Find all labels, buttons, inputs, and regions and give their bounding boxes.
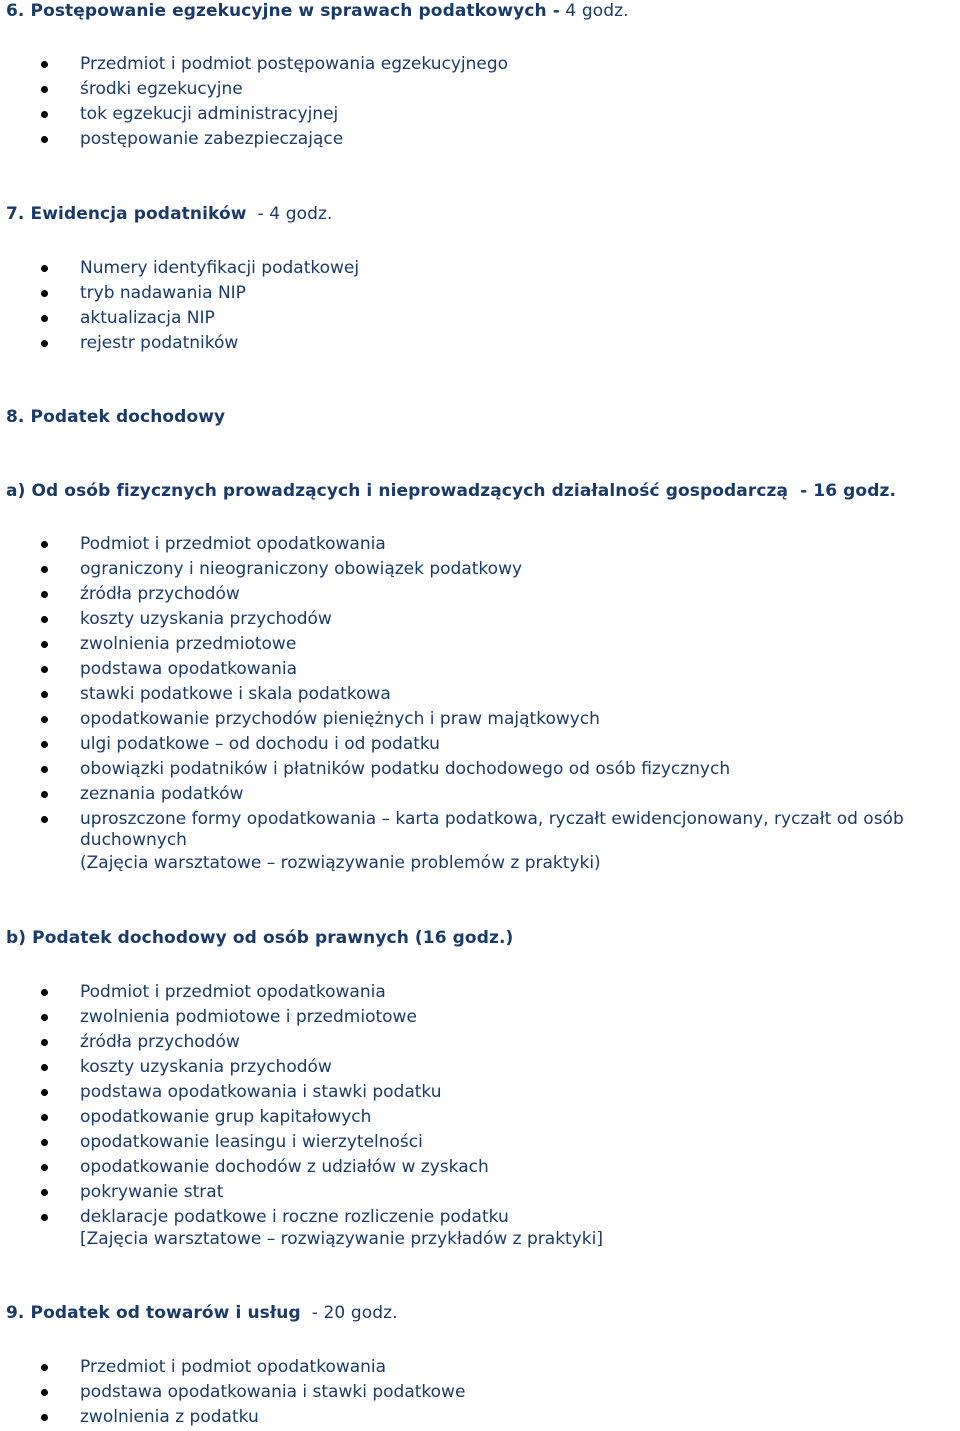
list-item xyxy=(0,1105,960,1130)
section-8a-note: (Zajęcia warsztatowe – rozwiązywanie problemów z praktyki) xyxy=(80,853,601,873)
section-7-title: 7. Ewidencja podatników xyxy=(6,204,247,224)
list-item-text: Numery identyfikacji podatkowej xyxy=(80,258,360,278)
section-9-title: 9. Podatek od towarów i usług xyxy=(6,1303,301,1323)
list-item-text: deklaracje podatkowe i roczne rozliczenie podatku xyxy=(80,1207,509,1227)
list-item xyxy=(0,682,960,707)
list-item xyxy=(0,52,960,77)
list-item-text: stawki podatkowe i skala podatkowa xyxy=(80,684,391,704)
list-item-text: opodatkowanie dochodów z udziałów w zyskach xyxy=(80,1157,489,1177)
bullet-icon xyxy=(41,1189,48,1196)
list-item xyxy=(0,557,960,582)
bullet-icon xyxy=(41,1089,48,1096)
list-item xyxy=(0,1380,960,1405)
list-item xyxy=(0,1355,960,1380)
list-item-text: zwolnienia podmiotowe i przedmiotowe xyxy=(80,1007,417,1027)
list-item xyxy=(0,1155,960,1180)
list-item xyxy=(0,532,960,557)
list-item-text: podstawa opodatkowania xyxy=(80,659,297,679)
section-8b-list xyxy=(0,980,960,1230)
section-6-title: 6. Postępowanie egzekucyjne w sprawach podatkowych - xyxy=(6,1,560,21)
list-item-text: opodatkowanie grup kapitałowych xyxy=(80,1107,372,1127)
section-8b-note: [Zajęcia warsztatowe – rozwiązywanie przykładów z praktyki] xyxy=(80,1229,603,1249)
bullet-icon xyxy=(41,1364,48,1371)
list-item-text: zeznania podatków xyxy=(80,784,244,804)
section-7-list xyxy=(0,256,960,356)
bullet-icon xyxy=(41,1214,48,1221)
list-item xyxy=(0,632,960,657)
list-item xyxy=(0,1405,960,1430)
list-item xyxy=(0,1030,960,1055)
bullet-icon xyxy=(41,265,48,272)
list-item-text: opodatkowanie przychodów pieniężnych i praw majątkowych xyxy=(80,709,600,729)
list-item-text: źródła przychodów xyxy=(80,1032,240,1052)
list-item xyxy=(0,331,960,356)
section-8b-heading xyxy=(6,927,513,949)
section-7-hours: - 4 godz. xyxy=(246,204,333,224)
list-item xyxy=(0,1205,960,1230)
bullet-icon xyxy=(41,1164,48,1171)
bullet-icon xyxy=(41,1064,48,1071)
bullet-icon xyxy=(41,616,48,623)
list-item xyxy=(0,102,960,127)
bullet-icon xyxy=(41,716,48,723)
bullet-icon xyxy=(41,541,48,548)
bullet-icon xyxy=(41,591,48,598)
section-7-heading xyxy=(6,203,333,225)
list-item-text: podstawa opodatkowania i stawki podatkowe xyxy=(80,1382,466,1402)
bullet-icon xyxy=(41,86,48,93)
bullet-icon xyxy=(41,816,48,823)
bullet-icon xyxy=(41,1139,48,1146)
list-item-text: tok egzekucji administracyjnej xyxy=(80,104,339,124)
section-6-heading xyxy=(6,0,629,22)
list-item xyxy=(0,782,960,807)
list-item-text: Podmiot i przedmiot opodatkowania xyxy=(80,534,386,554)
list-item-text: Przedmiot i podmiot opodatkowania xyxy=(80,1357,387,1377)
section-8-title: 8. Podatek dochodowy xyxy=(6,407,226,427)
list-item-text: zwolnienia przedmiotowe xyxy=(80,634,297,654)
list-item xyxy=(0,77,960,102)
bullet-icon xyxy=(41,1039,48,1046)
list-item-text: obowiązki podatników i płatników podatku dochodowego od osób fizycznych xyxy=(80,759,731,779)
section-9-hours: - 20 godz. xyxy=(300,1303,398,1323)
list-item-text: opodatkowanie leasingu i wierzytelności xyxy=(80,1132,423,1152)
list-item-text: koszty uzyskania przychodów xyxy=(80,609,332,629)
list-item-text: podstawa opodatkowania i stawki podatku xyxy=(80,1082,442,1102)
bullet-icon xyxy=(41,666,48,673)
bullet-icon xyxy=(41,766,48,773)
list-item xyxy=(0,281,960,306)
bullet-icon xyxy=(41,111,48,118)
list-item xyxy=(0,306,960,331)
list-item xyxy=(0,1055,960,1080)
list-item-text: zwolnienia z podatku xyxy=(80,1407,259,1427)
bullet-icon xyxy=(41,290,48,297)
list-item-text: ograniczony i nieograniczony obowiązek podatkowy xyxy=(80,559,523,579)
list-item xyxy=(0,707,960,732)
list-item xyxy=(0,807,960,851)
list-item xyxy=(0,582,960,607)
list-item-text: uproszczone formy opodatkowania – karta podatkowa, ryczałt ewidencjonowany, ryczałt od osób duchownych xyxy=(80,809,904,850)
list-item-text: rejestr podatników xyxy=(80,333,239,353)
section-9-heading xyxy=(6,1302,398,1324)
bullet-icon xyxy=(41,1014,48,1021)
bullet-icon xyxy=(41,136,48,143)
list-item xyxy=(0,1130,960,1155)
section-8b-title: b) Podatek dochodowy od osób prawnych (16 godz.) xyxy=(6,928,514,948)
section-6-hours: 4 godz. xyxy=(559,1,629,21)
list-item xyxy=(0,1080,960,1105)
list-item-text: środki egzekucyjne xyxy=(80,79,243,99)
bullet-icon xyxy=(41,1414,48,1421)
bullet-icon xyxy=(41,1389,48,1396)
list-item-text: postępowanie zabezpieczające xyxy=(80,129,344,149)
bullet-icon xyxy=(41,791,48,798)
bullet-icon xyxy=(41,340,48,347)
list-item-text: pokrywanie strat xyxy=(80,1182,224,1202)
list-item xyxy=(0,757,960,782)
list-item-text: Przedmiot i podmiot postępowania egzekucyjnego xyxy=(80,54,509,74)
section-8a-heading xyxy=(6,480,896,502)
list-item-text: tryb nadawania NIP xyxy=(80,283,246,303)
list-item xyxy=(0,607,960,632)
section-8a-title: a) Od osób fizycznych prowadzących i nieprowadzących działalność gospodarczą - 16 godz. xyxy=(6,481,897,501)
section-8-heading xyxy=(6,406,225,428)
section-6-list xyxy=(0,52,960,152)
list-item xyxy=(0,1005,960,1030)
bullet-icon xyxy=(41,566,48,573)
bullet-icon xyxy=(41,989,48,996)
section-9-list xyxy=(0,1355,960,1430)
bullet-icon xyxy=(41,315,48,322)
list-item-text: koszty uzyskania przychodów xyxy=(80,1057,332,1077)
list-item-text: ulgi podatkowe – od dochodu i od podatku xyxy=(80,734,440,754)
list-item-text: aktualizacja NIP xyxy=(80,308,215,328)
list-item-text: źródła przychodów xyxy=(80,584,240,604)
list-item xyxy=(0,732,960,757)
bullet-icon xyxy=(41,61,48,68)
list-item xyxy=(0,256,960,281)
list-item xyxy=(0,657,960,682)
list-item xyxy=(0,980,960,1005)
section-8a-list xyxy=(0,532,960,851)
list-item xyxy=(0,1180,960,1205)
list-item-text: Podmiot i przedmiot opodatkowania xyxy=(80,982,386,1002)
bullet-icon xyxy=(41,1114,48,1121)
bullet-icon xyxy=(41,691,48,698)
list-item xyxy=(0,127,960,152)
bullet-icon xyxy=(41,641,48,648)
bullet-icon xyxy=(41,741,48,748)
